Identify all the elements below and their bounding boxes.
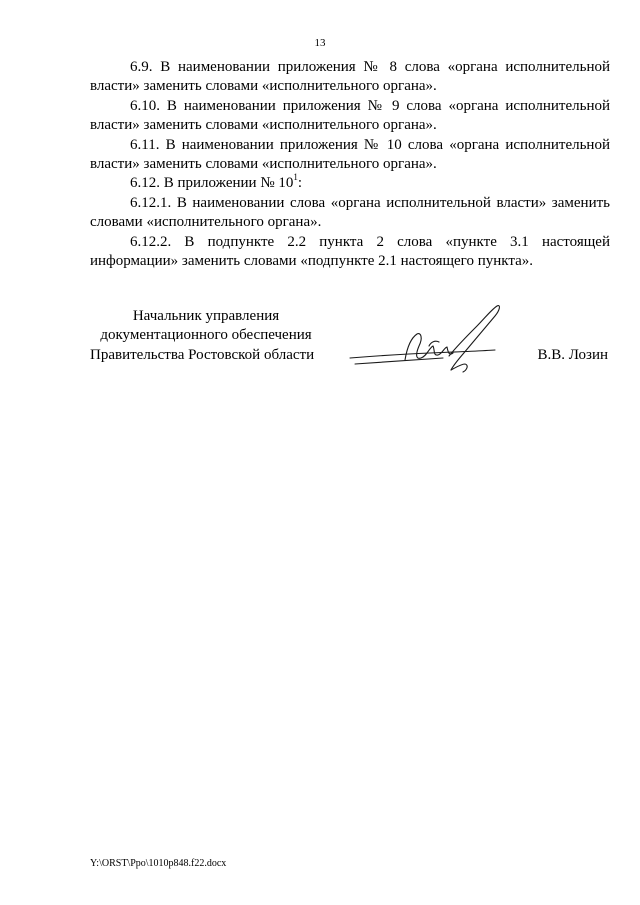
signatory-title <box>90 307 322 365</box>
signer-name: В.В. Лозин <box>537 347 608 363</box>
handwritten-signature <box>345 298 520 388</box>
paragraph-6-12-1: 6.12.1. В наименовании слова «органа исполнительной власти» заменить словами «исполнительного органа». <box>90 194 610 231</box>
document-body <box>90 58 610 271</box>
paragraph-6-11: 6.11. В наименовании приложения № 10 слова «органа исполнительной власти» заменить словами «исполнительного органа». <box>90 136 610 173</box>
paragraph-6-12-2: 6.12.2. В подпункте 2.2 пункта 2 слова «пункте 3.1 настоящей информации» заменить словами «подпункте 2.1 настоящего пункта». <box>90 233 610 270</box>
paragraph-6-12 <box>90 174 610 193</box>
signatory-title-line-3: Правительства Ростовской области <box>90 346 315 363</box>
paragraph-6-10: 6.10. В наименовании приложения № 9 слова «органа исполнительной власти» заменить словами «исполнительного органа». <box>90 97 610 134</box>
signatory-title-line-2: документационного обеспечения <box>100 327 312 344</box>
document-file-path: Y:\ORST\Ppo\1010p848.f22.docx <box>90 858 227 869</box>
paragraph-6-12-colon: : <box>297 175 303 192</box>
paragraph-6-9: 6.9. В наименовании приложения № 8 слова «органа исполнительной власти» заменить словами «исполнительного органа». <box>90 59 610 95</box>
signatory-title-line-1: Начальник управления <box>132 308 280 324</box>
paragraph-6-12-text: 6.12. В приложении № 10 <box>130 175 294 192</box>
page-number: 13 <box>314 37 326 49</box>
paragraph-6-12-superscript: 1 <box>293 172 298 183</box>
